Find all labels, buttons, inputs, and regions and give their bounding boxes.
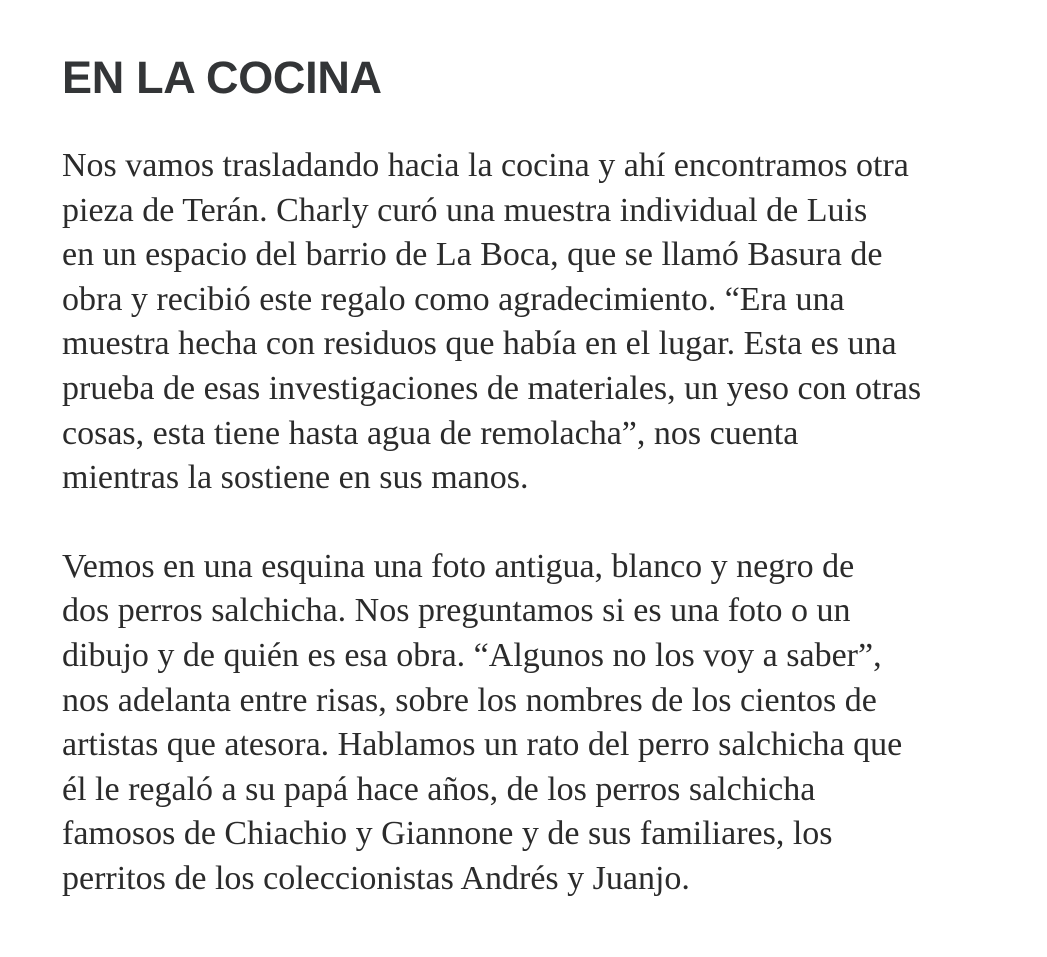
text-line: dibujo y de quién es esa obra. “Algunos no los voy a saber”, xyxy=(62,636,882,674)
text-line: obra y recibió este regalo como agradecimiento. “Era una xyxy=(62,280,845,318)
text-line: nos adelanta entre risas, sobre los nombres de los cientos de xyxy=(62,681,877,719)
text-line: pieza de Terán. Charly curó una muestra individual de Luis xyxy=(62,191,868,229)
text-line: mientras la sostiene en sus manos. xyxy=(62,459,529,497)
text-line: Vemos en una esquina una foto antigua, blanco y negro de xyxy=(62,547,855,585)
section-heading: EN LA COCINA xyxy=(62,52,382,103)
paragraph-kitchen-piece xyxy=(62,144,1022,501)
text-line: famosos de Chiachio y Giannone y de sus familiares, los xyxy=(62,815,833,853)
text-line: cosas, esta tiene hasta agua de remolacha”, nos cuenta xyxy=(62,414,799,452)
article xyxy=(62,50,1022,902)
text-line: artistas que atesora. Hablamos un rato del perro salchicha que xyxy=(62,726,903,764)
text-line: él le regaló a su papá hace años, de los perros salchicha xyxy=(62,770,816,808)
text-line: en un espacio del barrio de La Boca, que se llamó Basura de xyxy=(62,236,883,274)
text-line: prueba de esas investigaciones de materiales, un yeso con otras xyxy=(62,369,922,407)
text-line: muestra hecha con residuos que había en el lugar. Esta es una xyxy=(62,325,897,363)
text-line: dos perros salchicha. Nos preguntamos si es una foto o un xyxy=(62,592,851,630)
text-line: Nos vamos trasladando hacia la cocina y ahí encontramos otra xyxy=(62,147,909,184)
paragraph-dachshund-photo xyxy=(62,545,1022,902)
text-line: perritos de los coleccionistas Andrés y Juanjo. xyxy=(62,859,690,897)
